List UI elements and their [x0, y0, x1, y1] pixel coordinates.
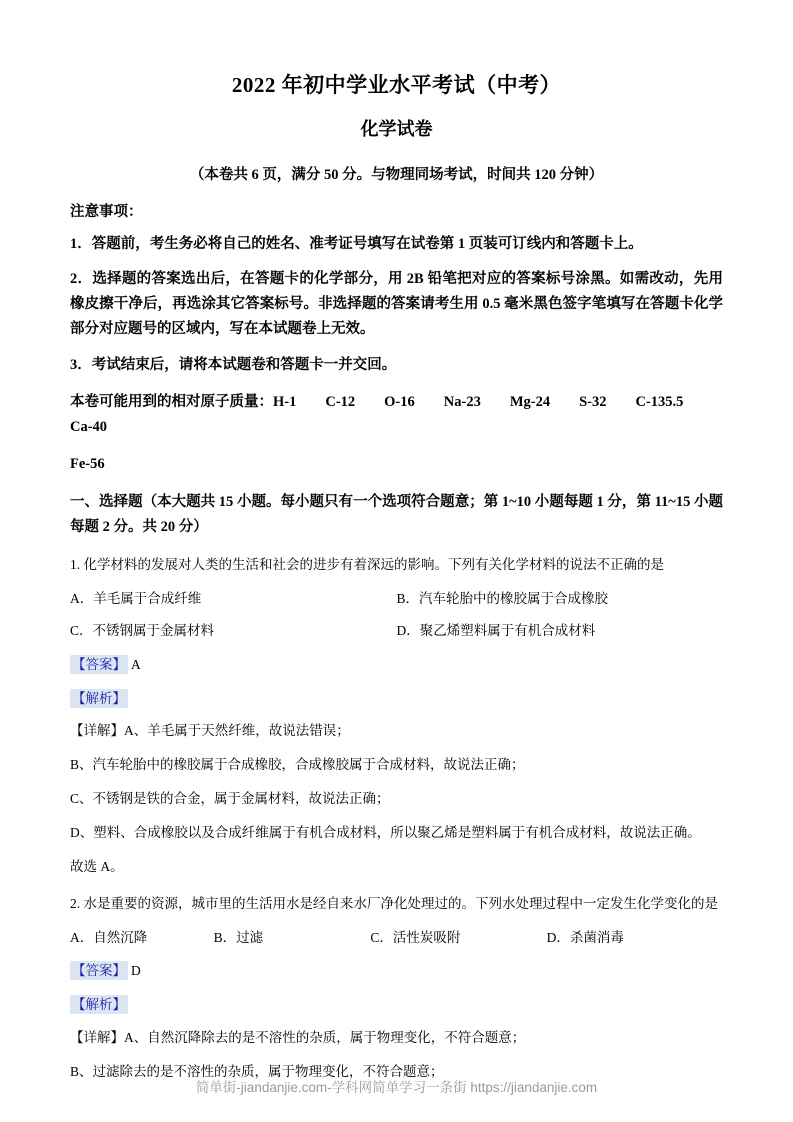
question-1-detail-5: 故选 A。 — [70, 858, 124, 874]
relative-atomic-mass-line-2: Fe-56 — [70, 456, 105, 473]
notice-item-1: 1．答题前，考生务必将自己的姓名、准考证号填写在试卷第 1 页装可订线内和答题卡上。 — [70, 235, 643, 252]
question-1-options-row-2 — [70, 620, 723, 642]
section-heading-choice: 一、选择题（本大题共 15 小题。每小题只有一个选项符合题意；第 1~10 小题每题 1 分，第 11~15 小题每题 2 分。共 20 分） — [70, 494, 723, 535]
relative-mass-label: 本卷可能用到的相对原子质量： — [70, 394, 273, 411]
page-title: 2022 年初中学业水平考试（中考） — [231, 73, 562, 97]
question-1-options-row-1 — [70, 588, 723, 610]
question-2-option-a[interactable]: A．自然沉降 — [70, 929, 148, 945]
question-1-option-c[interactable]: C．不锈钢属于金属材料 — [70, 623, 215, 639]
question-2-option-d[interactable]: D．杀菌消毒 — [546, 929, 624, 945]
question-1-detail-1: 【详解】A、羊毛属于天然纤维，故说法错误； — [70, 723, 350, 739]
question-2-detail-1: 【详解】A、自然沉降除去的是不溶性的杂质，属于物理变化，不符合题意； — [70, 1029, 526, 1045]
question-1-detail-4: D、塑料、合成橡胶以及合成纤维属于有机合成材料，所以聚乙烯是塑料属于有机合成材料，故说法正确。 — [70, 825, 701, 840]
exam-info-line: （本卷共 6 页，满分 50 分。与物理同场考试，时间共 120 分钟） — [189, 166, 604, 183]
question-1-analysis-tag — [70, 688, 723, 710]
answer-tag: 【答案】 — [72, 963, 126, 979]
answer-value: A — [131, 657, 141, 672]
question-1-detail-2: B、汽车轮胎中的橡胶属于合成橡胶，合成橡胶属于合成材料，故说法正确； — [70, 757, 525, 773]
relative-mass-values: H-1 C-12 O-16 Na-23 Mg-24 S-32 C-135.5 Ca-40 — [70, 394, 713, 436]
question-2-option-c[interactable]: C．活性炭吸附 — [370, 929, 461, 945]
question-2-detail-2: B、过滤除去的是不溶性的杂质，属于物理变化，不符合题意； — [70, 1063, 444, 1079]
analysis-tag: 【解析】 — [72, 690, 126, 706]
question-1-option-d[interactable]: D．聚乙烯塑料属于有机合成材料 — [396, 623, 596, 639]
question-1-option-a[interactable]: A．羊毛属于合成纤维 — [70, 590, 202, 606]
question-1-detail-3: C、不锈钢是铁的合金，属于金属材料，故说法正确； — [70, 791, 390, 807]
question-1-stem: 1. 化学材料的发展对人类的生活和社会的进步有着深远的影响。下列有关化学材料的说法不正确的是 — [70, 556, 664, 572]
analysis-tag: 【解析】 — [72, 997, 126, 1012]
question-1-answer — [70, 654, 723, 676]
question-2-options-row — [70, 927, 723, 949]
question-2-stem: 2. 水是重要的资源，城市里的生活用水是经自来水厂净化处理过的。下列水处理过程中一定发生化学变化的是 — [70, 895, 718, 911]
notice-item-3: 3．考试结束后，请将本试题卷和答题卡一并交回。 — [70, 357, 397, 374]
answer-tag: 【答案】 — [72, 657, 126, 672]
relative-atomic-mass-line — [70, 390, 723, 440]
question-1-option-b[interactable]: B．汽车轮胎中的橡胶属于合成橡胶 — [396, 590, 609, 606]
question-2-option-b[interactable]: B．过滤 — [213, 929, 264, 945]
page-subtitle: 化学试卷 — [360, 118, 433, 139]
notice-heading: 注意事项： — [70, 203, 143, 220]
question-2-answer — [70, 960, 723, 982]
answer-value: D — [131, 963, 141, 979]
notice-item-2: 2．选择题的答案选出后，在答题卡的化学部分，用 2B 铅笔把对应的答案标号涂黑。如需改动，先用橡皮擦干净后，再选涂其它答案标号。非选择题的答案请考生用 0.5 毫米黑色签字笔填写在答题卡化学部分对应题号的区域内，写在本试题卷上无效。 — [70, 271, 723, 338]
question-2-analysis-tag — [70, 994, 723, 1016]
footer-watermark: 简单街-jiandanjie.com-学科网简单学习一条街 https://jiandanjie.com — [195, 1080, 598, 1095]
